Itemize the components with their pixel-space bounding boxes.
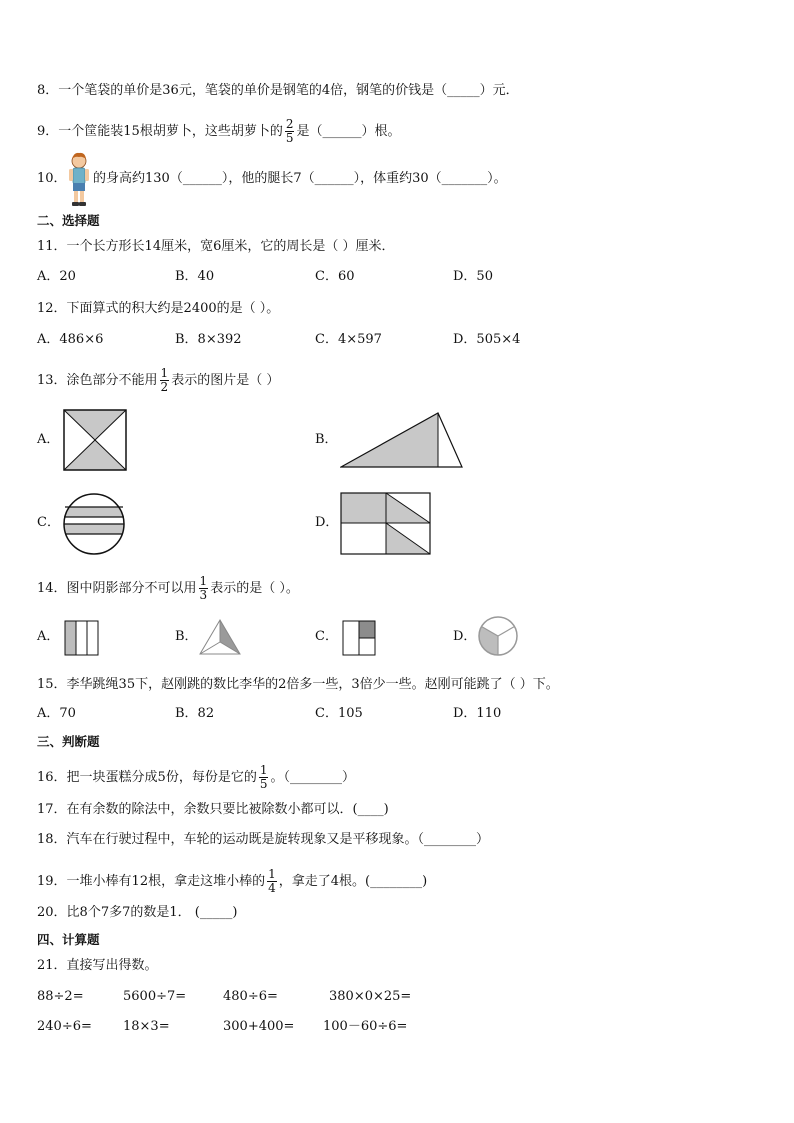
q13-label-b[interactable]: B． <box>315 432 338 447</box>
fraction-one-fourth: $\frac{1}{4}$ <box>268 867 276 895</box>
q15-option-a[interactable]: A．70 <box>37 706 76 721</box>
q12-option-c[interactable]: C．4×597 <box>315 332 382 347</box>
q12-option-b[interactable]: B．8×392 <box>175 332 242 347</box>
question-16: 16．把一块蛋糕分成5份，每份是它的 $\frac{1}{5}$ 。（________） <box>37 763 355 791</box>
fraction-one-third: $\frac{1}{3}$ <box>199 574 208 602</box>
q14-label-c[interactable]: C． <box>315 629 338 644</box>
calc-item: 380×0×25= <box>329 989 412 1004</box>
q11-option-b[interactable]: B．40 <box>175 269 215 284</box>
calc-item: 480÷6= <box>223 989 278 1004</box>
q11-option-d[interactable]: D．50 <box>453 269 493 284</box>
q15-option-b[interactable]: B．82 <box>175 706 215 721</box>
question-11: 11．一个长方形长14厘米，宽6厘米，它的周长是（ ）厘米． <box>37 239 395 254</box>
section-calc: 四、计算题 <box>37 932 100 947</box>
q13-figure-d-rectangle[interactable] <box>340 492 432 556</box>
q14-label-d[interactable]: D． <box>453 629 477 644</box>
q14-label-b[interactable]: B． <box>175 629 198 644</box>
section-judge: 三、判断题 <box>37 734 100 749</box>
calc-item: 88÷2= <box>37 989 84 1004</box>
calc-item: 100－60÷6= <box>323 1019 408 1034</box>
question-10: 10． <box>37 171 67 186</box>
q14-figure-c-square[interactable] <box>342 620 376 656</box>
question-17: 17．在有余数的除法中，余数只要比被除数小都可以．(____) <box>37 802 389 817</box>
section-choice: 二、选择题 <box>37 213 100 228</box>
q13-figure-a-square[interactable] <box>63 409 127 471</box>
q11-option-c[interactable]: C．60 <box>315 269 355 284</box>
q14-figure-b-triangle[interactable] <box>198 618 242 656</box>
q14-label-a[interactable]: A． <box>37 629 60 644</box>
q11-option-a[interactable]: A．20 <box>37 269 76 284</box>
calc-item: 300+400= <box>223 1019 295 1034</box>
question-8: 8．一个笔袋的单价是36元，笔袋的单价是钢笔的4倍，钢笔的价钱是（_____）元． <box>37 83 519 98</box>
q14-figure-d-circle[interactable] <box>476 614 520 658</box>
q15-option-d[interactable]: D．110 <box>453 706 502 721</box>
q12-option-d[interactable]: D．505×4 <box>453 332 521 347</box>
question-12: 12．下面算式的积大约是2400的是（ ）。 <box>37 301 280 316</box>
question-18: 18．汽车在行驶过程中，车轮的运动既是旋转现象又是平移现象。（________） <box>37 832 490 847</box>
question-19: 19．一堆小棒有12根，拿走这堆小棒的 $\frac{1}{4}$ ，拿走了4根。(________) <box>37 867 428 895</box>
q13-label-c[interactable]: C． <box>37 515 60 530</box>
q13-label-d[interactable]: D． <box>315 515 339 530</box>
q12-option-a[interactable]: A．486×6 <box>37 332 104 347</box>
question-9-text: 9．一个筐能装15根胡萝卜，这些胡萝卜的 <box>37 124 283 139</box>
fraction-two-fifths: $\frac{2}{5}$ <box>285 117 294 145</box>
q13-figure-c-circle[interactable] <box>62 492 126 556</box>
question-20: 20．比8个7多7的数是1． (_____) <box>37 905 238 920</box>
fraction-one-fifth: $\frac{1}{5}$ <box>259 763 268 791</box>
question-14: 14．图中阴影部分不可以用 $\frac{1}{3}$ 表示的是（ ）。 <box>37 574 299 602</box>
question-10-text: 的身高约130（______），他的腿长7（______），体重约30（_______）。 <box>93 171 507 186</box>
question-9: 9．一个筐能装15根胡萝卜，这些胡萝卜的 $\frac{2}{5}$ 是（______）根。 <box>37 117 401 145</box>
q13-label-a[interactable]: A． <box>37 432 60 447</box>
q13-figure-b-triangle[interactable] <box>340 411 465 469</box>
fraction-one-half: $\frac{1}{2}$ <box>160 366 169 394</box>
question-15: 15．李华跳绳35下，赵刚跳的数比李华的2倍多一些，3倍少一些。赵刚可能跳了（ ）下。 <box>37 677 559 692</box>
question-13: 13．涂色部分不能用 $\frac{1}{2}$ 表示的图片是（ ） <box>37 366 280 394</box>
calc-item: 18×3= <box>123 1019 170 1034</box>
calc-item: 240÷6= <box>37 1019 92 1034</box>
question-21: 21．直接写出得数。 <box>37 958 158 973</box>
q15-option-c[interactable]: C．105 <box>315 706 363 721</box>
q14-figure-a-bars[interactable] <box>64 620 100 656</box>
calc-item: 5600÷7= <box>123 989 187 1004</box>
boy-icon <box>64 150 94 208</box>
